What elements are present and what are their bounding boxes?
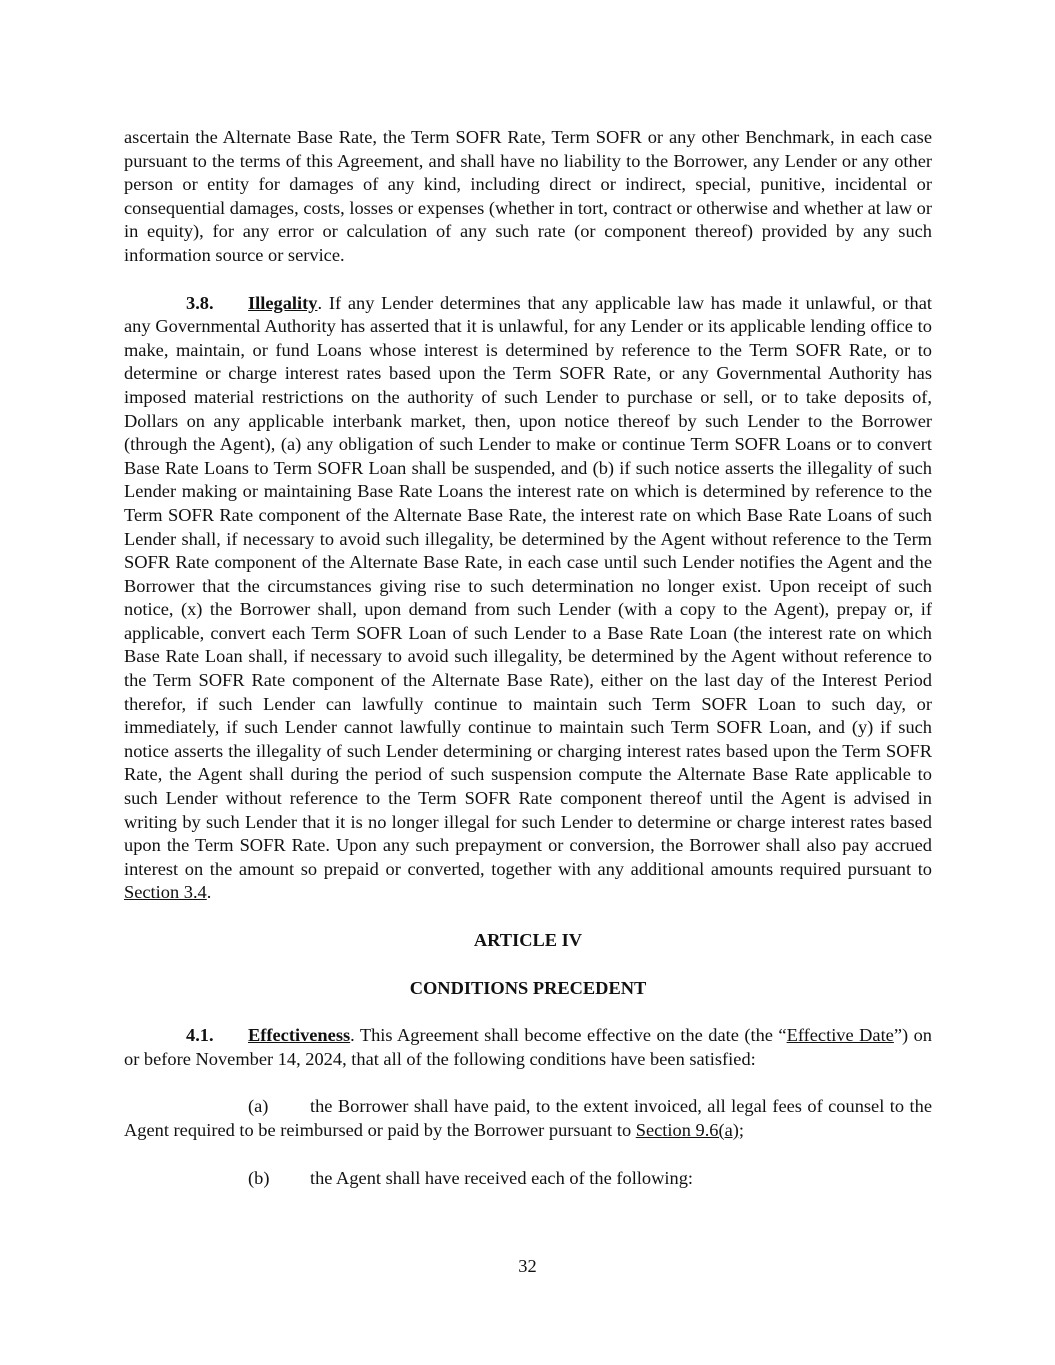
clause-a-paragraph: [124, 1095, 932, 1142]
section-3-8-end: .: [206, 882, 212, 903]
section-4-1-body-part1: . This Agreement shall become effective on the date (the “: [350, 1025, 787, 1046]
intro-paragraph: ascertain the Alternate Base Rate, the Term SOFR Rate, Term SOFR or any other Benchmark, in each case pursuant to the terms of this Agreement, and shall have no liability to the Borrower, any Lender or any other person or entity for damages of any kind, including direct or indirect, special, punitive, incidental or consequential damages, costs, losses or expenses (whether in tort, contract or otherwise and whether at law or in equity), for any error or calculation of any such rate (or component thereof) provided by any such information source or service.: [124, 127, 932, 265]
page-number: 32: [518, 1256, 537, 1276]
section-3-4-reference[interactable]: Section 3.4: [124, 882, 207, 903]
effective-date-term: Effective Date: [786, 1025, 894, 1046]
clause-b-paragraph: [124, 1167, 932, 1191]
section-4-1-title: Effectiveness: [248, 1025, 351, 1046]
clause-a-end: ;: [738, 1119, 745, 1140]
section-3-8-number: 3.8.: [186, 292, 214, 313]
clause-a-text: the Borrower shall have paid, to the extent invoiced, all legal fees of counsel to the Agent required to be reimbursed or paid by the Borrower pursuant to: [124, 1096, 932, 1140]
clause-a-label: (a): [248, 1096, 269, 1117]
article-title: CONDITIONS PRECEDENT: [409, 977, 647, 998]
document-page: [124, 126, 932, 1190]
section-3-8-paragraph: [124, 292, 932, 905]
section-3-8-title: Illegality: [248, 292, 318, 313]
clause-b-label: (b): [248, 1167, 270, 1188]
section-3-8-body: . If any Lender determines that any applicable law has made it unlawful, or that any Governmental Authority has asserted that it is unlawful, for any Lender or its applicable lending office to make, maintain, or fund Loans whose interest is determined by reference to the Term SOFR Rate, or to determine or charge interest rates based upon the Term SOFR Rate, or any Governmental Authority has imposed material restrictions on the authority of such Lender to purchase or sell, or to take deposits of, Dollars on any applicable interbank market, then, upon notice thereof by such Lender to the Borrower (through the Agent), (a) any obligation of such Lender to make or continue Term SOFR Loans or to convert Base Rate Loans to Term SOFR Loan shall be suspended, and (b) if such notice asserts the illegality of such Lender making or maintaining Base Rate Loans the interest rate on which is determined by reference to the Term SOFR Rate component of the Alternate Base Rate, the interest rate on which Base Rate Loans of such Lender shall, if necessary to avoid such illegality, be determined by the Agent without reference to the Term SOFR Rate component of the Alternate Base Rate, in each case until such Lender notifies the Agent and the Borrower that the circumstances giving rise to such determination no longer exist. Upon receipt of such notice, (x) the Borrower shall, upon demand from such Lender (with a copy to the Agent), prepay or, if applicable, convert each Term SOFR Loan of such Lender to a Base Rate Loan (the interest rate on which Base Rate Loan shall, if necessary to avoid such illegality, be determined by the Agent without reference to the Term SOFR Rate component of the Alternate Base Rate), either on the last day of the Interest Period therefor, if such Lender can lawfully continue to maintain such Term SOFR Loan to such day, or immediately, if such Lender cannot lawfully continue to maintain such Term SOFR Loan, and (y) if such notice asserts the illegality of such Lender determining or charging interest rates based upon the Term SOFR Rate, the Agent shall during the period of such suspension compute the Alternate Base Rate applicable to such Lender without reference to the Term SOFR Rate component thereof until the Agent is advised in writing by such Lender that it is no longer illegal for such Lender to determine or charge interest rates based upon the Term SOFR Rate. Upon any such prepayment or conversion, the Borrower shall also pay accrued interest on the amount so prepaid or converted, together with any additional amounts required pursuant to: [124, 292, 932, 879]
clause-b-text: the Agent shall have received each of the following:: [310, 1167, 693, 1188]
section-4-1-body-part2: ”) on or before November 14, 2024, that all of the following conditions have been satisfied:: [124, 1025, 933, 1069]
section-4-1-paragraph: [124, 1024, 932, 1071]
article-heading: ARTICLE IV: [473, 930, 583, 950]
section-9-6-a-reference[interactable]: Section 9.6(a): [635, 1119, 739, 1140]
section-4-1-number: 4.1.: [186, 1025, 214, 1046]
